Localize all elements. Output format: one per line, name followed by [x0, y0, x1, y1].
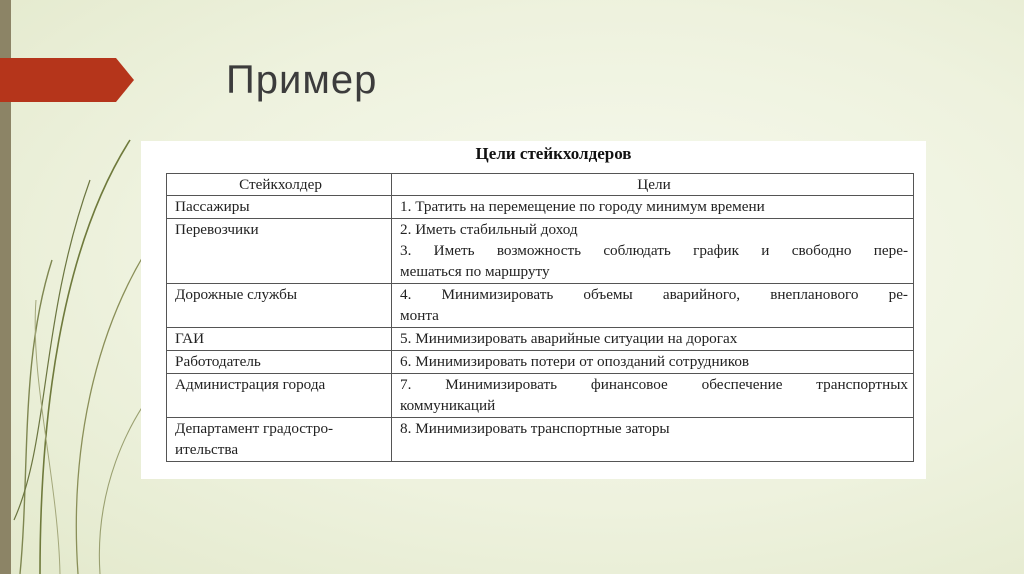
table-row — [167, 328, 914, 351]
goal-text: 5. Минимизировать аварийные ситуации на дорогах — [400, 330, 738, 347]
goal-text: мешаться по маршруту — [400, 263, 550, 280]
goal-text: 1. Тратить на перемещение по городу минимум времени — [400, 198, 765, 215]
table-row — [167, 374, 914, 418]
goals-cell — [392, 196, 914, 219]
slide-title: Пример — [226, 58, 378, 102]
goals-cell — [392, 351, 914, 374]
stakeholder-cell — [167, 284, 392, 328]
stakeholder-cell — [167, 219, 392, 284]
stakeholder-name: ительства — [175, 441, 239, 458]
stakeholder-name: Перевозчики — [175, 221, 259, 238]
goals-cell — [392, 328, 914, 351]
stakeholder-goals-table-image — [141, 141, 926, 479]
stakeholder-cell — [167, 418, 392, 462]
goal-text: 2. Иметь стабильный доход — [400, 221, 578, 238]
table-row — [167, 196, 914, 219]
goals-cell — [392, 219, 914, 284]
stakeholder-name: Дорожные службы — [175, 286, 298, 303]
goal-text: коммуникаций — [400, 397, 496, 414]
stakeholder-goals-table — [166, 173, 914, 462]
table-row — [167, 219, 914, 284]
stakeholder-cell — [167, 328, 392, 351]
table-caption: Цели стейкхолдеров — [475, 144, 632, 163]
table-header-row — [167, 174, 914, 196]
table-row — [167, 284, 914, 328]
stakeholder-cell — [167, 374, 392, 418]
table-row — [167, 418, 914, 462]
stakeholder-name: Департамент градостро- — [175, 420, 334, 437]
goal-text: 8. Минимизировать транспортные заторы — [400, 420, 670, 437]
column-header-goals: Цели — [392, 174, 914, 196]
goal-text: 3. Иметь возможность соблюдать график и свободно пере- — [400, 242, 908, 259]
goal-text: 6. Минимизировать потери от опозданий сотрудников — [400, 353, 750, 370]
stakeholder-cell — [167, 351, 392, 374]
stakeholder-name: Работодатель — [175, 353, 261, 370]
goals-cell — [392, 418, 914, 462]
column-header-stakeholder: Стейкхолдер — [167, 174, 392, 196]
table-row — [167, 351, 914, 374]
goal-text: 7. Минимизировать финансовое обеспечение транспортных — [400, 376, 908, 393]
goals-cell — [392, 284, 914, 328]
goal-text: 4. Минимизировать объемы аварийного, внепланового ре- — [400, 286, 908, 303]
stakeholder-name: Администрация города — [175, 376, 326, 393]
stakeholder-name: Пассажиры — [175, 198, 250, 215]
stakeholder-name: ГАИ — [175, 330, 205, 347]
goals-cell — [392, 374, 914, 418]
stakeholder-cell — [167, 196, 392, 219]
goal-text: монта — [400, 307, 439, 324]
title-accent-arrow — [0, 58, 134, 102]
